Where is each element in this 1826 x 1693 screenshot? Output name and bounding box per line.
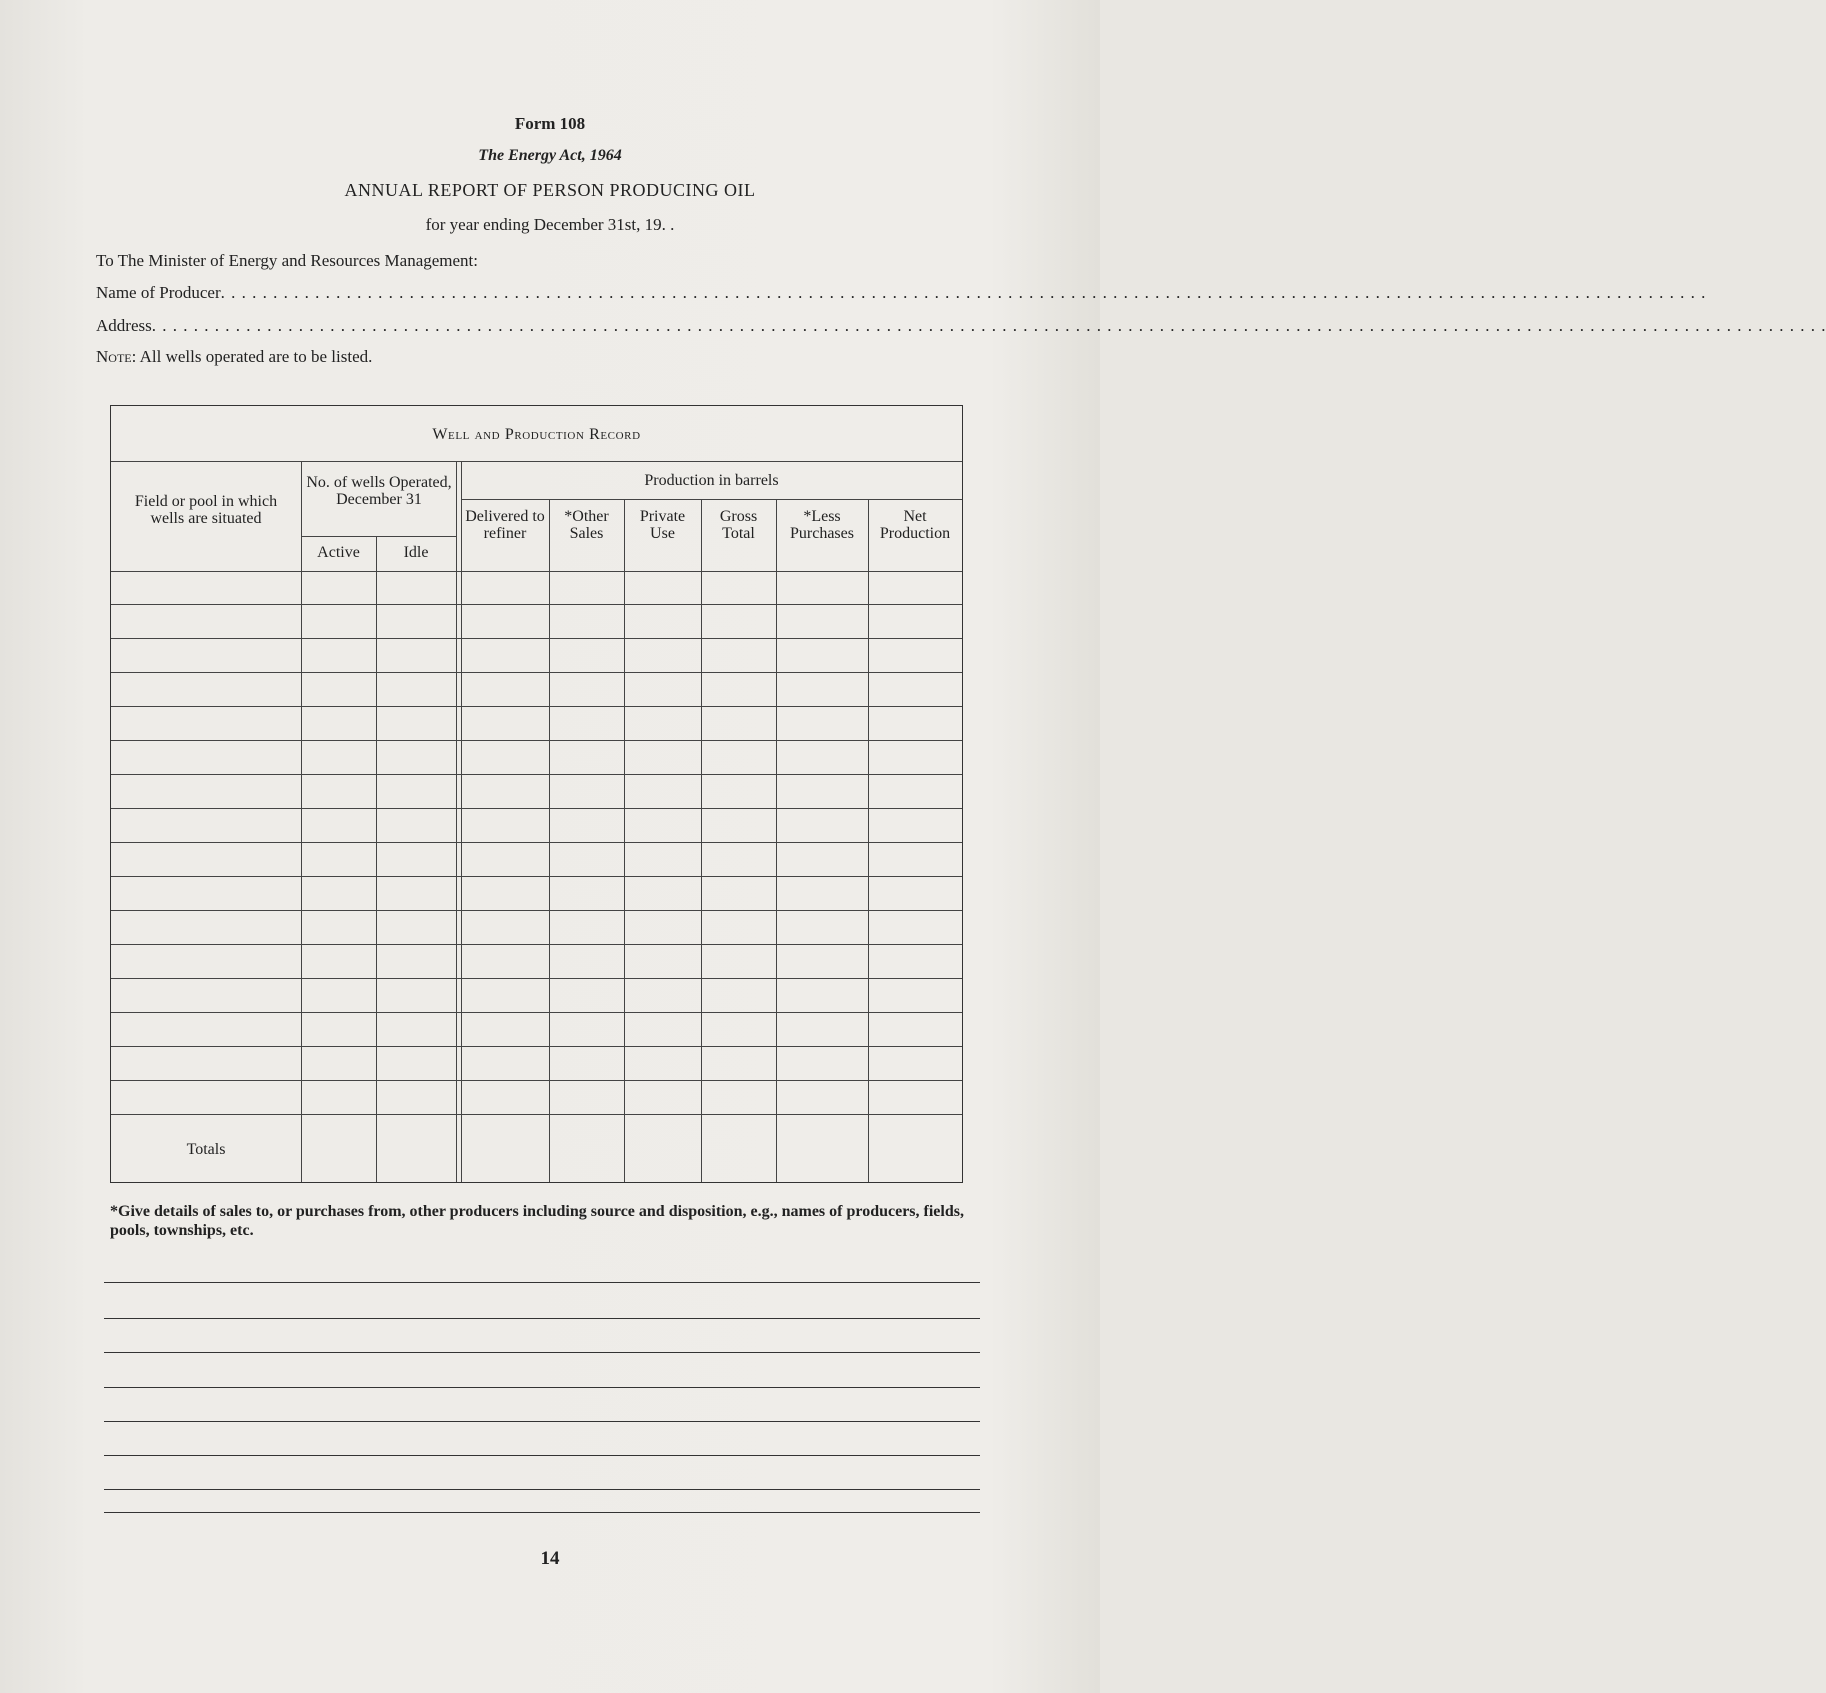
header-net-production: Net Production: [879, 508, 951, 542]
well-production-table: [110, 405, 963, 1183]
table-row[interactable]: [111, 1080, 962, 1081]
header-less-purchases: *Less Purchases: [790, 508, 854, 542]
details-line[interactable]: [104, 1352, 980, 1353]
report-title: ANNUAL REPORT OF PERSON PRODUCING OIL: [344, 180, 756, 200]
address-label: Address: [96, 316, 152, 335]
table-title: Well and Production Record: [432, 426, 641, 443]
note-line: [96, 347, 372, 367]
table-row[interactable]: [111, 876, 962, 877]
header-bottom-rule: [111, 571, 962, 572]
wells-subheader-rule: [301, 536, 456, 537]
producer-dotted-line: . . . . . . . . . . . . . . . . . . . . . . . . . . . . . . . . . . . . . . . . . . . . . . . . . . . . . . . . . . . . . . . . . . . . . . . . . . . . . . . . . . . . . . . . . . . . . . . . . . . . . . . . . . . . . . . . . . . . . . . . . . . . . . . . . . . . . . . . . . . . . .: [220, 283, 1707, 302]
table-row[interactable]: [111, 944, 962, 945]
footnote: *Give details of sales to, or purchases from, other producers including source and disposition, e.g., names of producers, fields, pools, townships, etc.: [110, 1203, 964, 1239]
note-text: All wells operated are to be listed.: [136, 347, 373, 366]
totals-label: Totals: [186, 1141, 226, 1158]
address-field[interactable]: [96, 316, 1826, 336]
table-row[interactable]: [111, 842, 962, 843]
details-line[interactable]: [104, 1318, 980, 1319]
year-line: for year ending December 31st, 19. .: [425, 215, 675, 234]
col-divider: [456, 461, 457, 1182]
address-dotted-line: . . . . . . . . . . . . . . . . . . . . . . . . . . . . . . . . . . . . . . . . . . . . . . . . . . . . . . . . . . . . . . . . . . . . . . . . . . . . . . . . . . . . . . . . . . . . . . . . . . . . . . . . . . . . . . . . . . . . . . . . . . . . . . . . . . . . . . . . . . . . . . . . . . . . . . . . . . . . . . . .: [151, 316, 1826, 335]
details-line[interactable]: [104, 1387, 980, 1388]
header-gross-total: Gross Total: [719, 508, 758, 542]
table-title-rule: [111, 461, 962, 462]
header-idle: Idle: [403, 544, 429, 561]
table-row[interactable]: [111, 706, 962, 707]
producer-field[interactable]: [96, 283, 1707, 303]
details-line[interactable]: [104, 1512, 980, 1513]
table-row[interactable]: [111, 978, 962, 979]
header-no-of-wells: No. of wells Operated, December 31: [306, 474, 452, 508]
producer-label: Name of Producer: [96, 283, 221, 302]
table-row[interactable]: [111, 774, 962, 775]
table-row[interactable]: [111, 1012, 962, 1013]
table-row[interactable]: [111, 604, 962, 605]
table-row[interactable]: [111, 1046, 962, 1047]
header-field-pool: Field or pool in which wells are situated: [134, 493, 278, 527]
header-private-use: Private Use: [639, 508, 686, 542]
production-subheader-rule: [461, 499, 962, 500]
form-number: Form 108: [514, 114, 586, 133]
details-line[interactable]: [104, 1421, 980, 1422]
addressee-line: To The Minister of Energy and Resources Management:: [96, 251, 479, 270]
col-divider: [461, 461, 462, 1182]
table-row[interactable]: [111, 638, 962, 639]
note-label: Note:: [96, 347, 137, 366]
col-divider: [301, 461, 302, 1182]
table-row[interactable]: [111, 910, 962, 911]
details-line[interactable]: [104, 1489, 980, 1490]
header-active: Active: [317, 544, 360, 561]
table-row[interactable]: [111, 1114, 962, 1115]
header-other-sales: *Other Sales: [564, 508, 609, 542]
details-line[interactable]: [104, 1282, 980, 1283]
col-divider: [376, 536, 377, 1182]
header-delivered-to-refiner: Delivered to refiner: [465, 508, 545, 542]
page-number: 14: [540, 1548, 560, 1569]
details-line[interactable]: [104, 1455, 980, 1456]
table-row[interactable]: [111, 672, 962, 673]
header-production-barrels: Production in barrels: [644, 472, 779, 489]
table-row[interactable]: [111, 740, 962, 741]
act-title: The Energy Act, 1964: [478, 147, 622, 164]
table-row[interactable]: [111, 808, 962, 809]
